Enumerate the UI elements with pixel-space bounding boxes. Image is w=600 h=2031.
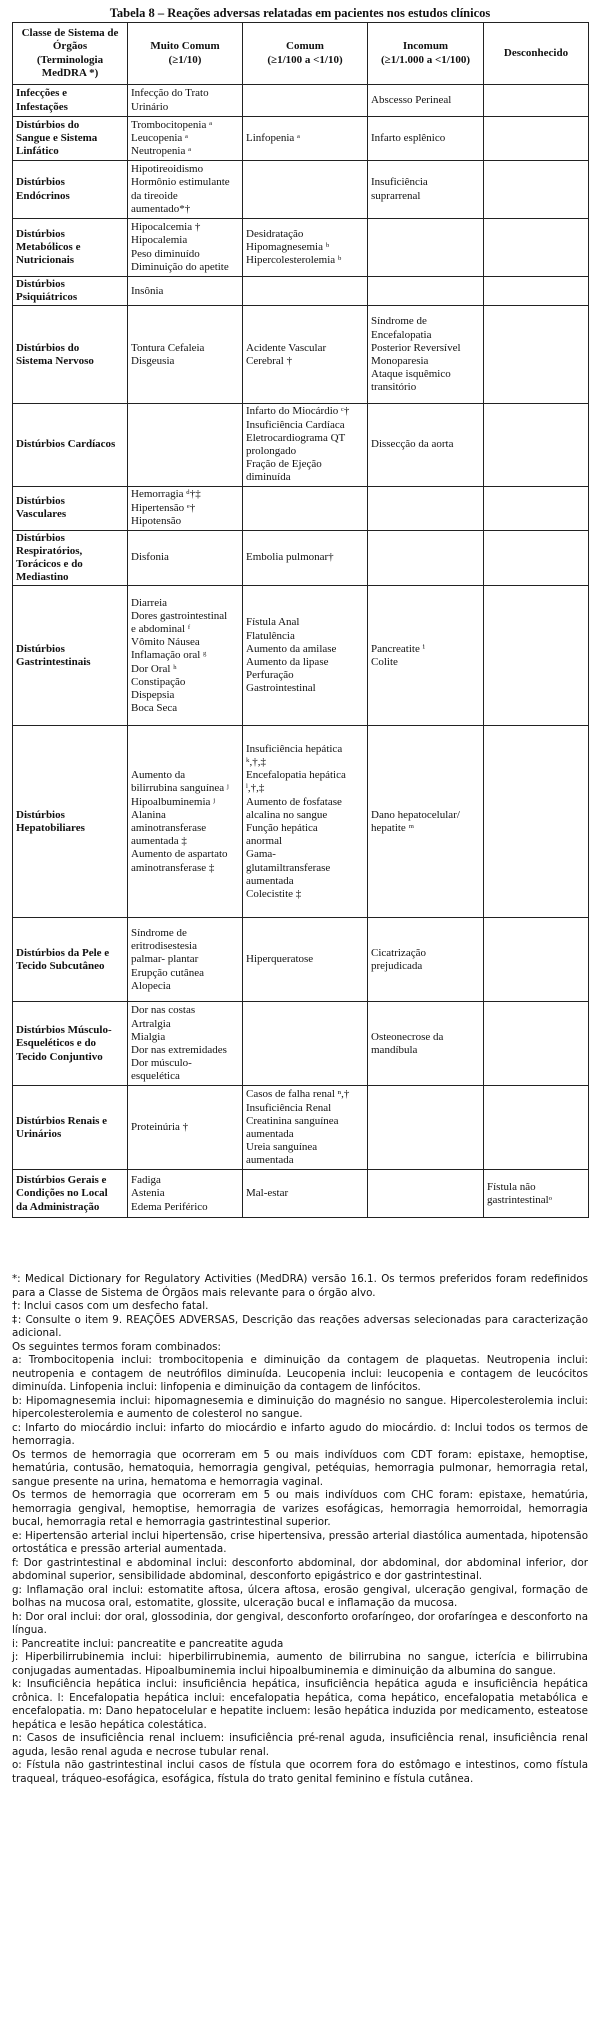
table-row xyxy=(13,726,589,918)
cell-line: Aumento de fosfatase xyxy=(246,795,342,808)
cell-line: Tontura Cefaleia xyxy=(131,341,205,354)
organ-class-cell xyxy=(13,1086,128,1170)
cell-line: ˡ,†,‡ xyxy=(246,782,265,795)
cell-line: Desidratação xyxy=(246,227,304,240)
footnote: k: Insuficiência hepática inclui: insuficiência hepática, insuficiência hepática aguda e insuficiência hepática crônica. l: Encefalopatia hepática inclui: encefalopatia hepática, coma hepático, encefalopatia metabólica e encefalopatia. m: Dano hepatocelular e hepatite incluem: lesão hepática induzida por medicamento, esteatose hepática e lesão hepática colestática. xyxy=(12,1678,588,1731)
footnote: †: Inclui casos com um desfecho fatal. xyxy=(12,1300,209,1312)
cell-line: Desconhecido xyxy=(503,46,569,59)
organ-class-cell xyxy=(13,726,128,918)
cell-line: Hipocalcemia † xyxy=(131,221,201,234)
table-row xyxy=(13,1002,589,1086)
common-cell xyxy=(243,726,368,918)
unknown-cell xyxy=(484,117,589,161)
common-cell xyxy=(243,219,368,277)
uncommon-cell xyxy=(368,404,484,486)
footnote: Os seguintes termos foram combinados: xyxy=(12,1340,221,1353)
cell-line: Insônia xyxy=(131,284,164,297)
uncommon-cell xyxy=(368,726,484,918)
cell-line: Fístula não xyxy=(487,1180,536,1193)
cell-line: Infarto esplênico xyxy=(371,131,446,144)
organ-class-cell xyxy=(13,161,128,219)
cell-line: Ureia sanguínea xyxy=(246,1141,318,1154)
cell-line: Distúrbios xyxy=(16,808,65,821)
adverse-reactions-table xyxy=(12,22,589,1218)
very-common-cell xyxy=(128,586,243,726)
very-common-cell xyxy=(128,306,243,404)
uncommon-cell xyxy=(368,1086,484,1170)
unknown-cell xyxy=(484,306,589,404)
cell-line: Hipercolesterolemia ᵇ xyxy=(246,254,342,267)
cell-line: Perfuração xyxy=(246,669,294,682)
cell-line: Aumento da lipase xyxy=(246,655,329,668)
uncommon-cell xyxy=(368,85,484,117)
cell-line: Gastrintestinais xyxy=(16,655,91,668)
cell-line: Sistema Nervoso xyxy=(16,354,94,367)
common-cell xyxy=(243,277,368,306)
cell-line: Infarto do Miocárdio ᶜ† xyxy=(246,405,350,418)
cell-line: Infecção do Trato xyxy=(131,87,209,100)
organ-class-cell xyxy=(13,1170,128,1218)
table-row xyxy=(13,586,589,726)
common-cell xyxy=(243,161,368,219)
common-cell xyxy=(243,117,368,161)
cell-line: prolongado xyxy=(246,445,297,458)
cell-line: Creatinina sanguínea xyxy=(246,1114,339,1127)
cell-line: Endócrinos xyxy=(16,189,70,202)
cell-line: Colite xyxy=(371,655,398,668)
cell-line: Fadiga xyxy=(131,1174,161,1187)
unknown-cell xyxy=(484,1086,589,1170)
table-row xyxy=(13,918,589,1002)
table-body xyxy=(13,85,589,1218)
cell-line: Distúrbios xyxy=(16,278,65,290)
cell-line: Infestações xyxy=(16,100,68,113)
unknown-cell xyxy=(484,726,589,918)
cell-line: Encefalopatia xyxy=(371,328,432,341)
cell-line: Diminuição do apetite xyxy=(131,260,229,273)
cell-line: Constipação xyxy=(131,675,186,688)
organ-class-cell xyxy=(13,277,128,306)
common-cell xyxy=(243,530,368,586)
cell-line: Gastrointestinal xyxy=(246,682,316,695)
very-common-cell xyxy=(128,1086,243,1170)
footnote: c: Infarto do miocárdio inclui: infarto do miocárdio e infarto agudo do miocárdio. d: Inclui todos os termos de hemorragia. xyxy=(12,1421,588,1447)
unknown-cell xyxy=(484,1170,589,1218)
common-cell xyxy=(243,1002,368,1086)
cell-line: Distúrbios Gerais e xyxy=(16,1174,107,1187)
cell-line: aumentada xyxy=(246,1127,294,1140)
header-uncommon xyxy=(368,23,484,85)
table-row xyxy=(13,306,589,404)
cell-line: Hipotireoidismo xyxy=(131,163,204,176)
uncommon-cell xyxy=(368,1002,484,1086)
cell-line: Osteonecrose da xyxy=(371,1030,444,1043)
table-row xyxy=(13,117,589,161)
very-common-cell xyxy=(128,918,243,1002)
cell-line: Distúrbios Cardíacos xyxy=(16,438,116,451)
cell-line: Inflamação oral ᵍ xyxy=(131,649,207,662)
cell-line: Distúrbios xyxy=(16,227,65,240)
cell-line: Dor nas costas xyxy=(131,1004,196,1017)
cell-line: Distúrbios xyxy=(16,494,65,507)
unknown-cell xyxy=(484,1002,589,1086)
cell-line: Proteinúria † xyxy=(131,1121,189,1134)
cell-line: Hipocalemia xyxy=(131,234,188,247)
cell-line: Distúrbios da Pele e xyxy=(16,946,110,959)
unknown-cell xyxy=(484,85,589,117)
unknown-cell xyxy=(484,277,589,306)
cell-line: Cicatrização xyxy=(371,946,426,959)
cell-line: transitório xyxy=(371,381,417,394)
cell-line: Dor músculo- xyxy=(131,1057,192,1070)
cell-line: Função hepática xyxy=(246,821,318,834)
very-common-cell xyxy=(128,1002,243,1086)
cell-line: Urinário xyxy=(131,100,169,113)
cell-line: Esqueléticos e do xyxy=(16,1037,97,1050)
cell-line: Alanina xyxy=(131,808,166,821)
cell-line: Hipoalbuminemia ʲ xyxy=(131,795,215,808)
cell-line: Dissecção da aorta xyxy=(371,438,454,451)
cell-line: Aumento da xyxy=(131,769,186,782)
very-common-cell xyxy=(128,404,243,486)
cell-line: Eletrocardiograma QT xyxy=(246,431,346,444)
cell-line: Metabólicos e xyxy=(16,240,81,253)
cell-line: ᵏ,†,‡ xyxy=(246,755,266,768)
footnote: g: Inflamação oral inclui: estomatite aftosa, úlcera aftosa, erosão gengival, ulceração gengival, formação de bolhas na mucosa oral, estomatite, glossite, ulceração bucal e inflamação da mucosa. xyxy=(12,1583,588,1609)
cell-line: da Administração xyxy=(16,1200,100,1213)
table-row xyxy=(13,530,589,586)
organ-class-cell xyxy=(13,530,128,586)
organ-class-cell xyxy=(13,1002,128,1086)
cell-line: hepatite ᵐ xyxy=(371,821,414,834)
unknown-cell xyxy=(484,918,589,1002)
cell-line: Dores gastrointestinal xyxy=(131,609,228,622)
uncommon-cell xyxy=(368,161,484,219)
cell-line: Acidente Vascular xyxy=(246,341,327,354)
footnote: i: Pancreatite inclui: pancreatite e pancreatite aguda xyxy=(12,1637,284,1650)
cell-line: (≥1/1.000 a <1/100) xyxy=(381,53,470,66)
footnote: a: Trombocitopenia inclui: trombocitopenia e diminuição da contagem de plaquetas. Neutropenia inclui: neutropenia e contagem de neutrófilos diminuída. Leucopenia inclui: leucopenia e contagem de leucócitos diminuída. Linfopenia inclui: linfopenia e diminuição da contagem de linfócitos. xyxy=(12,1354,588,1393)
unknown-cell xyxy=(484,530,589,586)
cell-line: Gama- xyxy=(246,848,276,861)
cell-line: Casos de falha renal ⁿ,† xyxy=(246,1088,350,1101)
cell-line: palmar- plantar xyxy=(131,953,199,966)
cell-line: Hemorragia ᵈ†‡ xyxy=(131,488,201,501)
table-row xyxy=(13,486,589,530)
table-title: Tabela 8 – Reações adversas relatadas em pacientes nos estudos clínicos xyxy=(109,6,491,20)
cell-line: Incomum xyxy=(402,40,449,53)
cell-line: glutamiltransferase xyxy=(246,861,331,874)
cell-line: aumentado*† xyxy=(131,202,191,215)
cell-line: Leucopenia ᵃ xyxy=(131,131,189,144)
cell-line: Distúrbios do xyxy=(16,341,80,354)
organ-class-cell xyxy=(13,306,128,404)
footnote: e: Hipertensão arterial inclui hipertensão, crise hipertensiva, pressão arterial diastólica aumentada, hipotensão ortostática e pressão arterial aumentada. xyxy=(12,1529,588,1555)
very-common-cell xyxy=(128,117,243,161)
cell-line: Hormônio estimulante xyxy=(131,176,230,189)
header-very-common xyxy=(128,23,243,85)
cell-line: Hiperqueratose xyxy=(246,953,314,966)
organ-class-cell xyxy=(13,918,128,1002)
common-cell xyxy=(243,85,368,117)
cell-line: Dano hepatocelular/ xyxy=(371,808,460,821)
cell-line: mandíbula xyxy=(371,1043,418,1056)
cell-line: Pancreatite ⁱ xyxy=(371,642,425,655)
footnote: *: Medical Dictionary for Regulatory Activities (MedDRA) versão 16.1. Os termos preferidos foram redefinidos para a Classe de Sistema de Órgãos mais relevante para o órgão alvo. xyxy=(12,1273,588,1299)
cell-line: Vômito Náusea xyxy=(131,636,200,649)
cell-line: Artralgia xyxy=(131,1017,171,1030)
cell-line: esquelética xyxy=(131,1070,180,1083)
table-row xyxy=(13,219,589,277)
cell-line: Aumento de aspartato xyxy=(131,848,228,861)
cell-line: Embolia pulmonar† xyxy=(246,551,334,564)
cell-line: Hipomagnesemia ᵇ xyxy=(246,240,330,253)
common-cell xyxy=(243,486,368,530)
cell-line: Condições no Local xyxy=(16,1187,108,1200)
footnotes xyxy=(12,1273,588,1786)
cell-line: Ataque isquêmico xyxy=(371,368,451,381)
very-common-cell xyxy=(128,219,243,277)
unknown-cell xyxy=(484,219,589,277)
cell-line: Erupção cutânea xyxy=(131,966,204,979)
organ-class-cell xyxy=(13,586,128,726)
footnote: n: Casos de insuficiência renal incluem: insuficiência pré-renal aguda, insuficiência renal, insuficiência renal aguda, lesão renal aguda e necrose tubular renal. xyxy=(12,1732,588,1758)
cell-line: aminotransferase xyxy=(131,821,207,834)
cell-line: Monoparesia xyxy=(371,354,429,367)
cell-line: Distúrbios do xyxy=(16,118,80,131)
table-header-row xyxy=(13,23,589,85)
cell-line: suprarrenal xyxy=(371,189,421,202)
footnote: Os termos de hemorragia que ocorreram em 5 ou mais indivíduos com CHC foram: epistaxe, hematúria, hemorragia gengival, hemoptise, hemorragia de varizes esofágicas, hemorragia hemorroidal, hemorragia bucal, hemorragia retal e hemorragia gastrintestinal superior. xyxy=(12,1489,588,1528)
uncommon-cell xyxy=(368,306,484,404)
organ-class-cell xyxy=(13,85,128,117)
cell-line: Diarreia xyxy=(131,596,168,609)
cell-line: Linfático xyxy=(16,145,59,158)
cell-line: Distúrbios xyxy=(16,176,65,189)
very-common-cell xyxy=(128,277,243,306)
cell-line: Classe de Sistema de Órgãos xyxy=(21,27,119,53)
unknown-cell xyxy=(484,486,589,530)
cell-line: Dispepsia xyxy=(131,688,175,701)
cell-line: Tecido Conjuntivo xyxy=(16,1050,103,1063)
very-common-cell xyxy=(128,726,243,918)
cell-line: Muito Comum xyxy=(150,40,220,53)
cell-line: Encefalopatia hepática xyxy=(246,769,346,782)
cell-line: Distúrbios Músculo- xyxy=(16,1024,112,1037)
cell-line: Edema Periférico xyxy=(131,1200,208,1213)
common-cell xyxy=(243,1170,368,1218)
cell-line: Hepatobiliares xyxy=(16,821,85,834)
cell-line: Astenia xyxy=(131,1187,165,1200)
table-row xyxy=(13,1086,589,1170)
very-common-cell xyxy=(128,530,243,586)
table-row xyxy=(13,85,589,117)
uncommon-cell xyxy=(368,219,484,277)
cell-line: Dor nas extremidades xyxy=(131,1043,227,1056)
cell-line: Insuficiência Cardíaca xyxy=(246,418,345,431)
table-row xyxy=(13,277,589,306)
cell-line: Distúrbios xyxy=(16,531,65,544)
uncommon-cell xyxy=(368,586,484,726)
very-common-cell xyxy=(128,85,243,117)
cell-line: Disfonia xyxy=(131,551,169,564)
cell-line: aumentada xyxy=(246,874,294,887)
cell-line: Fração de Ejeção xyxy=(246,458,322,471)
header-common xyxy=(243,23,368,85)
uncommon-cell xyxy=(368,117,484,161)
footnote: f: Dor gastrintestinal e abdominal inclui: desconforto abdominal, dor abdominal, dor abdominal inferior, dor abdominal superior, sensibilidade abdominal, desconforto epigástrico e dor gastrintestinal. xyxy=(12,1556,588,1582)
cell-line: Disgeusia xyxy=(131,354,175,367)
header-unknown xyxy=(484,23,589,85)
cell-line: Mialgia xyxy=(131,1030,166,1043)
cell-line: Neutropenia ᵃ xyxy=(131,145,192,158)
organ-class-cell xyxy=(13,117,128,161)
cell-line: e abdominal ᶠ xyxy=(131,622,191,635)
cell-line: Cerebral † xyxy=(246,354,293,367)
footnote: Os termos de hemorragia que ocorreram em 5 ou mais indivíduos com CDT foram: epistaxe, hemoptise, hematúria, contusão, hematoquia, hemorragia gengival, petéquias, hemorragia pulmonar, hemorragia retal, sangue presente na urina, hematoma e hemorragia vaginal. xyxy=(12,1448,588,1488)
cell-line: (Terminologia xyxy=(36,53,104,66)
cell-line: Abscesso Perineal xyxy=(371,93,452,106)
cell-line: Insuficiência xyxy=(371,176,428,189)
common-cell xyxy=(243,1086,368,1170)
footnote: h: Dor oral inclui: dor oral, glossodinia, dor gengival, desconforto orofaríngeo, dor orofaríngea e desconforto na língua. xyxy=(12,1610,588,1636)
unknown-cell xyxy=(484,404,589,486)
cell-line: Insuficiência Renal xyxy=(246,1101,332,1114)
cell-line: Colecistite ‡ xyxy=(246,887,302,900)
cell-line: Vasculares xyxy=(16,508,67,521)
cell-line: anormal xyxy=(246,835,283,848)
cell-line: Torácicos e do xyxy=(16,558,83,571)
cell-line: Tecido Subcutâneo xyxy=(16,959,105,972)
common-cell xyxy=(243,586,368,726)
cell-line: eritrodisestesia xyxy=(131,940,197,953)
cell-line: Aumento da amilase xyxy=(246,642,337,655)
cell-line: Peso diminuído xyxy=(131,247,200,260)
cell-line: aminotransferase ‡ xyxy=(131,861,215,874)
footnote: ‡: Consulte o item 9. REAÇÕES ADVERSAS, Descrição das reações adversas selecionadas para caracterização adicional. xyxy=(12,1313,588,1339)
uncommon-cell xyxy=(368,530,484,586)
table-row xyxy=(13,161,589,219)
very-common-cell xyxy=(128,1170,243,1218)
very-common-cell xyxy=(128,161,243,219)
cell-line: bilirrubina sanguínea ʲ xyxy=(131,782,229,795)
footnote: b: Hipomagnesemia inclui: hipomagnesemia e diminuição do magnésio no sangue. Hipercolesterolemia inclui: hipercolesterolemia e aumento de colesterol no sangue. xyxy=(12,1394,588,1420)
cell-line: Posterior Reversível xyxy=(371,341,461,354)
cell-line: Sangue e Sistema xyxy=(16,131,98,144)
cell-line: aumentada xyxy=(246,1154,294,1167)
cell-line: da tireoide xyxy=(131,189,178,202)
unknown-cell xyxy=(484,586,589,726)
common-cell xyxy=(243,306,368,404)
cell-line: MedDRA *) xyxy=(41,66,99,79)
common-cell xyxy=(243,918,368,1002)
footnote: j: Hiperbilirrubinemia inclui: hiperbilirrubinemia, aumento de bilirrubina no sangue, icterícia e bilirrubina conjugadas aumentadas. Hipoalbuminemia inclui hipoalbuminemia e diminuição da albumina do sangue. xyxy=(12,1651,588,1677)
cell-line: Hipotensão xyxy=(131,514,182,527)
cell-line: aumentada ‡ xyxy=(131,835,187,848)
table-row xyxy=(13,404,589,486)
cell-line: Distúrbios xyxy=(16,642,65,655)
cell-line: (≥1/100 a <1/10) xyxy=(267,53,343,66)
common-cell xyxy=(243,404,368,486)
very-common-cell xyxy=(128,486,243,530)
cell-line: Boca Seca xyxy=(131,702,178,715)
cell-line: Mediastino xyxy=(16,571,69,584)
cell-line: Nutricionais xyxy=(16,254,75,267)
cell-line: Mal-estar xyxy=(246,1187,289,1200)
cell-line: alcalina no sangue xyxy=(246,808,328,821)
cell-line: Alopecia xyxy=(131,979,171,992)
cell-line: Linfopenia ᵃ xyxy=(246,131,301,144)
footnote: o: Fístula não gastrintestinal inclui casos de fístula que ocorrem fora do estômago e intestinos, como fístula traqueal, tráqueo-esofágica, esofágica, fístula do trato genital feminino e fístula cutânea. xyxy=(12,1759,588,1785)
cell-line: prejudicada xyxy=(371,959,423,972)
organ-class-cell xyxy=(13,404,128,486)
cell-line: Trombocitopenia ᵃ xyxy=(131,118,213,131)
cell-line: Síndrome de xyxy=(131,926,187,939)
cell-line: Urinários xyxy=(16,1127,62,1140)
header-organ-class xyxy=(13,23,128,85)
cell-line: Respiratórios, xyxy=(16,544,83,557)
cell-line: gastrintestinalᵒ xyxy=(487,1193,552,1206)
cell-line: Flatulência xyxy=(246,629,295,642)
cell-line: Insuficiência hepática xyxy=(246,742,343,755)
uncommon-cell xyxy=(368,1170,484,1218)
cell-line: Dor Oral ʰ xyxy=(131,662,177,675)
organ-class-cell xyxy=(13,486,128,530)
cell-line: diminuída xyxy=(246,471,291,484)
uncommon-cell xyxy=(368,277,484,306)
unknown-cell xyxy=(484,161,589,219)
cell-line: Hipertensão ᵉ† xyxy=(131,501,196,514)
uncommon-cell xyxy=(368,486,484,530)
table-row xyxy=(13,1170,589,1218)
cell-line: (≥1/10) xyxy=(168,53,202,66)
cell-line: Síndrome de xyxy=(371,315,427,328)
cell-line: Fístula Anal xyxy=(246,616,300,629)
cell-line: Distúrbios Renais e xyxy=(16,1114,108,1127)
cell-line: Infecções e xyxy=(16,87,68,100)
uncommon-cell xyxy=(368,918,484,1002)
cell-line: Comum xyxy=(286,40,324,53)
cell-line: Psiquiátricos xyxy=(16,291,78,304)
organ-class-cell xyxy=(13,219,128,277)
